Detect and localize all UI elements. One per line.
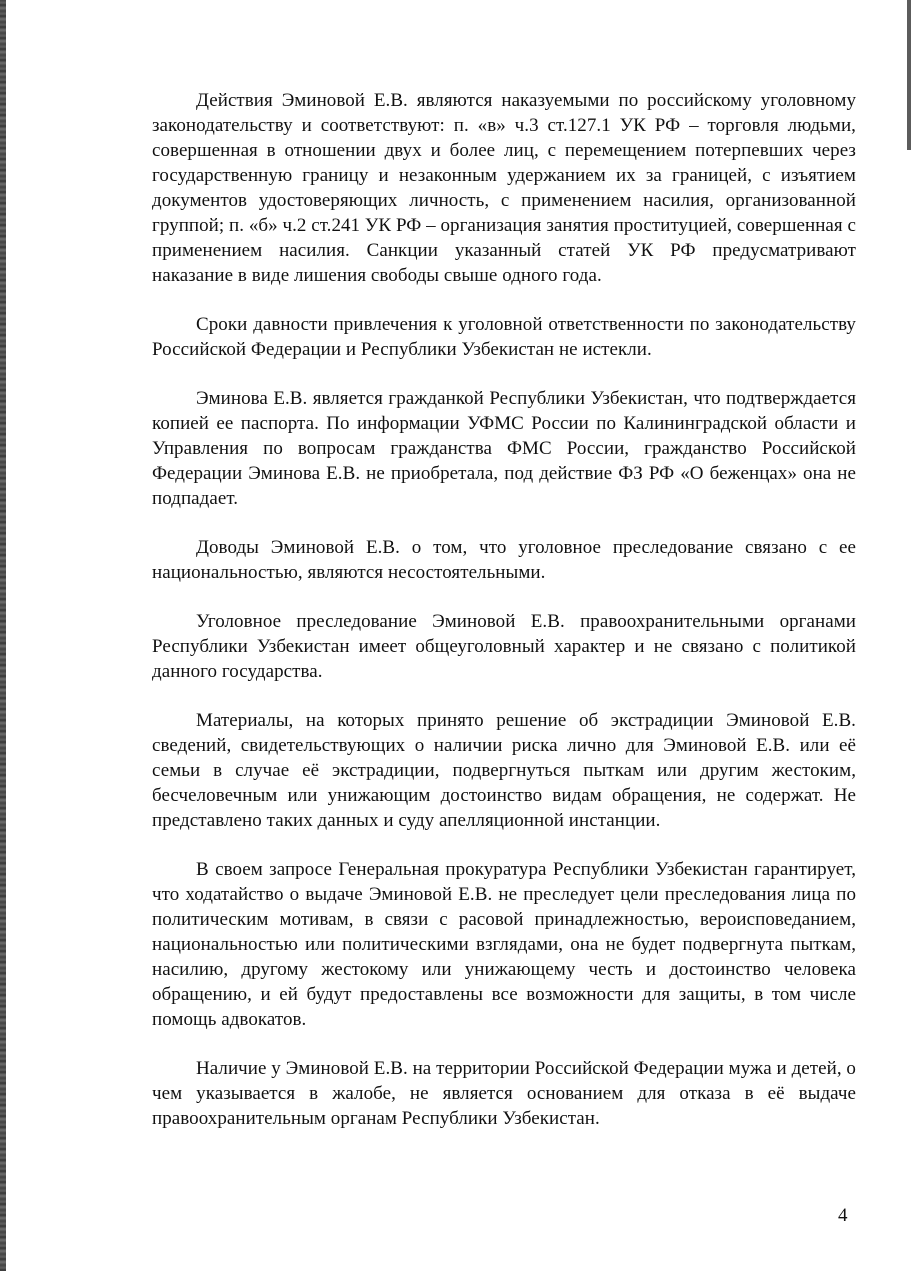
paragraph-1: Действия Эминовой Е.В. являются наказуемыми по российскому уголовному законодательству и соответствуют: п. «в» ч.3 ст.127.1 УК РФ – торговля людьми, совершенная в отношении двух и более лиц, с перемещением потерпевших через государственную границу и незаконным удержанием их за границей, с изъятием документов удостоверяющих личность, с применением насилия, организованной группой; п. «б» ч.2 ст.241 УК РФ – организация занятия проституцией, совершенная с применением насилия. Санкции указанный статей УК РФ предусматривают наказание в виде лишения свободы свыше одного года. (152, 90, 856, 286)
paragraph-3: Эминова Е.В. является гражданкой Республики Узбекистан, что подтверждается копией ее паспорта. По информации УФМС России по Калининградской области и Управления по вопросам гражданства ФМС России, гражданство Российской Федерации Эминова Е.В. не приобретала, под действие ФЗ РФ «О беженцах» она не подпадает. (152, 388, 856, 509)
paragraph-2: Сроки давности привлечения к уголовной ответственности по законодательству Российской Федерации и Республики Узбекистан не истекли. (152, 314, 856, 360)
scan-border-left (0, 0, 6, 1271)
page-number: 4 (838, 1205, 848, 1226)
paragraph-7: В своем запросе Генеральная прокуратура Республики Узбекистан гарантирует, что ходатайство о выдаче Эминовой Е.В. не преследует цели преследования лица по политическим мотивам, в связи с расовой принадлежностью, вероисповеданием, национальностью или политическими взглядами, она не будет подвергнута пыткам, насилию, другому жестокому или унижающему честь и достоинство человека обращению, и ей будут предоставлены все возможности для защиты, в том числе помощь адвокатов. (152, 859, 856, 1030)
paragraph-5: Уголовное преследование Эминовой Е.В. правоохранительными органами Республики Узбекистан имеет общеуголовный характер и не связано с политикой данного государства. (152, 611, 856, 682)
paragraph-6: Материалы, на которых принято решение об экстрадиции Эминовой Е.В. сведений, свидетельствующих о наличии риска лично для Эминовой Е.В. или её семьи в случае её экстрадиции, подвергнуться пыткам или другим жестоким, бесчеловечным или унижающим достоинство видам обращения, не содержат. Не представлено таких данных и суду апелляционной инстанции. (152, 710, 856, 831)
document-body (152, 88, 856, 1155)
paragraph-8: Наличие у Эминовой Е.В. на территории Российской Федерации мужа и детей, о чем указывается в жалобе, не является основанием для отказа в её выдаче правоохранительным органам Республики Узбекистан. (152, 1058, 856, 1129)
paragraph-4: Доводы Эминовой Е.В. о том, что уголовное преследование связано с ее национальностью, являются несостоятельными. (152, 537, 856, 583)
scan-border-right (907, 0, 911, 150)
